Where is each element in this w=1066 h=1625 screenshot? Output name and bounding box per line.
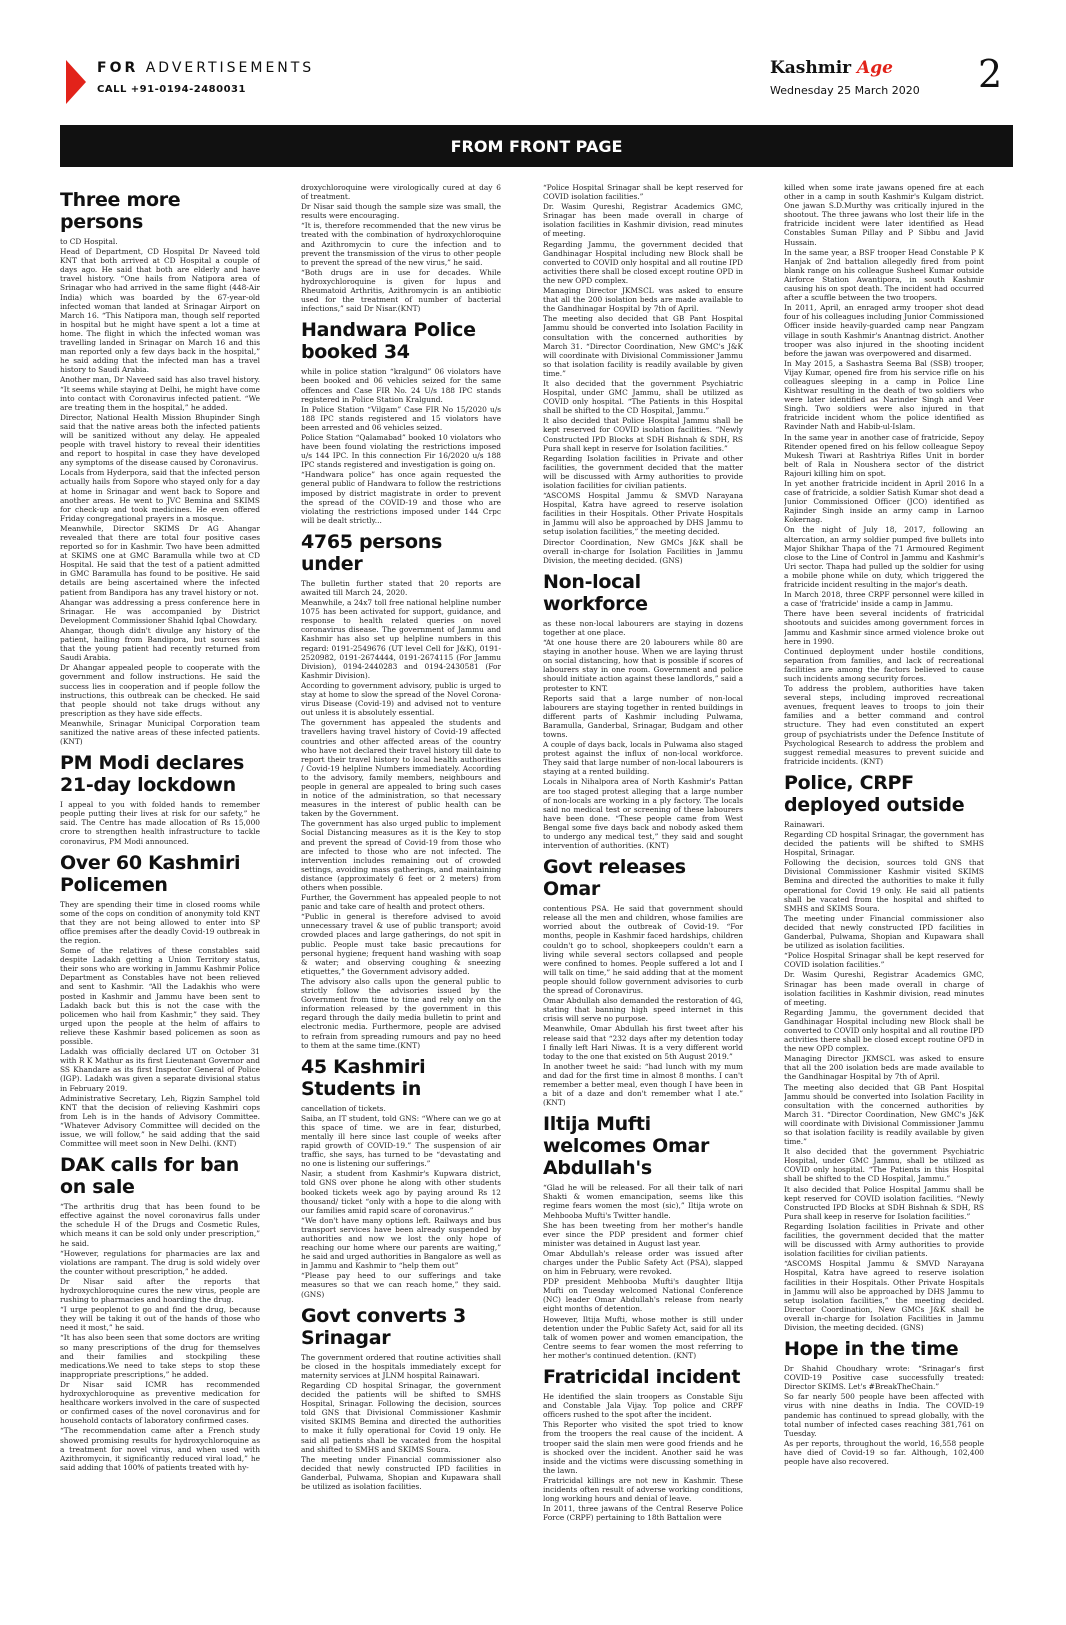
article-paragraph: The meeting under Financial commissioner also decided that newly constructed IPD facilities in Ganderbal, Pulwama, Shopian and Kupawara shall be utilized as isolation facilities. <box>301 1454 501 1491</box>
article-paragraph: contentious PSA. He said that government should release all the men and children, whose families are worried about the outbreak of Covid-19. “For months, people in Kashmir faced hardships, children couldn't go to school, shopkeepers couldn't earn a living while several sectors collapsed and people were confined to homes. People suffered a lot and I will talk on time,” he said adding that at the moment people should follow government advisories to curb the spread of Coronavirus. <box>543 904 743 996</box>
article-paragraph: “Police Hospital Srinagar shall be kept reserved for COVID isolation facilities.” <box>543 183 743 202</box>
article-paragraph: “I urge peoplenot to go and find the drug, because they will be taking it out of the hands of those who need it most,” he said. <box>60 1305 260 1333</box>
column-2 <box>301 183 501 1588</box>
article-paragraph: According to government advisory, public is urged to stay at home to slow the spread of the Novel Corona-virus Disease (Covid-19) and advised not to venture out unless it is absolutely essential. <box>301 680 501 718</box>
article-paragraph: “It has also been seen that some doctors are writing so many prescriptions of the drug for themselves and their families and stockpiling these medications.We need to take steps to stop these inappropriate prescriptions,” he added. <box>60 1333 260 1379</box>
article-paragraph: In March 2018, three CRPF personnel were killed in a case of 'fratricide' inside a camp in Jammu. <box>784 590 984 609</box>
article-paragraph: Director Coordination, New GMCs J&K shall be overall in-charge for Isolation Facilities in Jammu Division, the meeting decided. (GNS) <box>543 537 743 565</box>
article-paragraph: Rainawari. <box>784 819 825 829</box>
article-paragraph: Dr Nisar said after the reports that hydroxychloroquine cures the new virus, people are rushing to pharmacies and hoarding the drug. <box>60 1276 260 1305</box>
article-paragraph: Meanwhile, Omar Abdullah his first tweet after his release said that “232 days after my detention today I finally left Hari Niwas. It is a very different world today to the one that existed on 5th August 2019.” <box>543 1024 743 1061</box>
article-paragraph: In 2011, April, an enraged army trooper shot dead four of his colleagues including Junior Commissioned Officer inside heavily-guarded camp near Pangzam village in south Kashmir's Anantnag district. Another trooper was also injured in the shooting incident before the jawan was overpowered and disarmed. <box>784 303 984 358</box>
issue-date: Wednesday 25 March 2020 <box>770 84 920 97</box>
ad-title-bold: FOR <box>97 60 139 76</box>
article-headline: Over 60 Kashmiri Policemen <box>60 851 241 896</box>
article-headline: Govt releases Omar <box>543 856 686 901</box>
article-paragraph: “However, regulations for pharmacies are lax and violations are rampant. The drug is sold widely over the counter without prescription,” he added. <box>60 1248 260 1276</box>
article-headline: Three more persons <box>60 189 181 233</box>
article-paragraph: Omar Abdullah's release order was issued after charges under the Public Safety Act (PSA), slapped on him in February, were revoked. <box>543 1248 743 1277</box>
article-paragraph: The government has appealed the students and travellers having travel history of Covid-19 affected countries and other affected areas of the country who have not declared their travel history till date to report their travel history to local health authorities / Covid-19 helpline Numbers immediately. According to the advisory, family members, neighbours and people in general are appealed to bring such cases in notice of the administration, so that necessary measures in the interest of public health can be taken by the Government. <box>301 718 501 819</box>
article-paragraph: “We don't have many options left. Railways and bus transport services have been already suspended by authorities and now we lost the only hope of reaching our home where our parents are waiting,” he said and urged authorities in Bangalore as well as in Jammu and Kashmir to “help them out” <box>301 1215 501 1271</box>
article-paragraph: In 2011, three jawans of the Central Reserve Police Force (CRPF) pertaining to 18th Battalion were <box>543 1504 743 1523</box>
article-paragraph: There have been several incidents of fratricidal shootouts and suicides among government forces in Jammu and Kashmir since armed violence broke out here in 1990. <box>784 609 984 646</box>
article-paragraph: Dr. Wasim Qureshi, Registrar Academics GMC, Srinagar has been made overall in charge of isolation facilities in Kashmir division, read minutes of meeting. <box>543 202 743 239</box>
article-paragraph: droxychloroquine were virologically cured at day 6 of treatment. <box>301 183 501 202</box>
article-paragraph: cancellation of tickets. <box>301 1103 386 1113</box>
article-headline: 45 Kashmiri Students in <box>301 1055 426 1100</box>
article-paragraph: The government has also urged public to implement Social Distancing measures as it is the Key to stop and prevent the spread of Covid-19 from those who are infected to those who are not infected. The intervention includes remaining out of crowded settings, avoiding mass gatherings, and maintaining distance (approximately 6 feet or 2 meters) from others when possible. <box>301 819 501 892</box>
article-paragraph: “Please pay heed to our sufferings and take measures so that we can reach home,” they said. (GNS) <box>301 1271 501 1299</box>
column-1 <box>60 183 260 1588</box>
article-paragraph: Director, National Health Mission Bhupinder Singh said that the native areas both the infected patients will be sanitized without any delay. He appealed people with travel history to reveal their identities and report to hospital in case they have developed any symptoms of the disease caused by Coronavirus. <box>60 412 260 468</box>
section-banner: FROM FRONT PAGE <box>60 125 1013 167</box>
article-paragraph: Following the decision, sources told GNS that Divisional Commissioner Kashmir visited SKIMS Bemina and directed the authorities to make it fully operational for Covid 19 only. He said all patients shall be vacated from the hospital and shifted to SMHS and SKIMS Soura. <box>784 858 984 913</box>
masthead-logo <box>770 58 893 78</box>
article-paragraph: I appeal to you with folded hands to remember people putting their lives at risk for our safety,” he said. The Centre has made allocation of Rs 15,000 crore to strengthen health infrastructure to tackle coronavirus, PM Modi announced. <box>60 800 260 846</box>
article-paragraph: Dr. Wasim Qureshi, Registrar Academics GMC, Srinagar has been made overall in charge of isolation facilities in Kashmir division, read minutes of meeting. <box>784 970 984 1007</box>
article-paragraph: Dr Shahid Choudhary wrote: “Srinagar's first COVID-19 Positive case successfully treated: Director SKIMS. Let's #BreakTheChain.” <box>784 1364 984 1392</box>
article-paragraph: They are spending their time in closed rooms while some of the cops on condition of anonymity told KNT that they are not being allowed to enter into SP office premises after the deadly Covid-19 outbreak in the region. <box>60 899 260 945</box>
article-paragraph: Continued deployment under hostile conditions, separation from families, and lack of recreational facilities are among the factors believed to cause such incidents among security forces. <box>784 646 984 683</box>
article-paragraph: Administrative Secretary, Leh, Rigzin Samphel told KNT that the decision of relieving Kashmiri cops from Leh is in the hands of Advisory Committee. “Whatever Advisory Committee will decided on the issue, we will follow,” he said adding that the said Committee will meet soon in New Delhi. (KNT) <box>60 1093 260 1149</box>
article-paragraph: “The arthritis drug that has been found to be effective against the novel coronavirus falls under the schedule H of the Drugs and Cosmetic Rules, which means it can be sold only under prescription,” he said. <box>60 1202 260 1248</box>
page-number: 2 <box>978 52 1003 96</box>
article-paragraph: “Police Hospital Srinagar shall be kept reserved for COVID isolation facilities.” <box>784 951 984 970</box>
article-paragraph: Saiba, an IT student, told GNS: “Where can we go at this space of time. we are in fear, disturbed, mentally ill here since last couple of weeks after rapid growth of COVID-19.” The suspension of air traffic, she says, has turned to be “devastating and no one is listening our sufferings.” <box>301 1113 501 1169</box>
article-paragraph: Regarding Isolation facilities in Private and other facilities, the government decided that the matter will be discussed with Army authorities to provide isolation facilities for civilian patients. <box>543 453 743 490</box>
article-paragraph: “Handwara police” has once again requested the general public of Handwara to follow the restrictions imposed by district magistrate in order to prevent the spread of the COVID-19 and those who are violating the restrictions imposed under 144 Crpc will be dealt strictly... <box>301 470 501 525</box>
article-headline: Govt converts 3 Srinagar <box>301 1304 466 1349</box>
article-paragraph: Further, the Government has appealed people to not panic and take care of health and protect others. <box>301 893 501 912</box>
article-paragraph: In another tweet he said: “had lunch with my mum and dad for the first time in almost 8 months. I can't remember a better meal, even though I have been in a bit of a daze and don't remember what I ate.” (KNT) <box>543 1061 743 1108</box>
article-paragraph: “Glad he will be released. For all their talk of nari Shakti & women emancipation, seems like this regime fears women the most (sic),” Iltija wrote on Mehbooba Mufti's Twitter handle. <box>543 1183 743 1220</box>
article-paragraph: Another man, Dr Naveed said has also travel history. “It seems while staying at Delhi, he might have come into contact with Coronavirus infected patient. “We are treating them in the hospital,” he added. <box>60 375 260 412</box>
article-paragraph: “Both drugs are in use for decades. While hydroxychloroquine is given for lupus and Rheumatoid Arthritis, Azithromycin is an antibiotic used for the treatment of number of bacterial infections,” said Dr Nisar.(KNT) <box>301 267 501 314</box>
article-paragraph: The meeting under Financial commissioner also decided that newly constructed IPD facilities in Ganderbal, Pulwama, Shopian and Kupawara shall be utilized as isolation facilities. <box>784 913 984 951</box>
article-headline: DAK calls for ban on sale <box>60 1154 239 1199</box>
article-paragraph: Managing Director JKMSCL was asked to ensure that all the 200 isolation beds are made available to the Gandhinagar Hospital by 7th of April. <box>784 1054 984 1082</box>
article-paragraph: In the same year in another case of fratricide, Sepoy Ritender opened fired on his fellow colleague Sepoy Mukesh Tiwari at Rashtriya Rifles Unit in border belt of Rala in Noushera sector of the district Rajouri killing him on spot. <box>784 432 984 478</box>
article-headline: Handwara Police booked 34 <box>301 319 476 364</box>
article-paragraph: Regarding CD hospital Srinagar, the government decided the patients will be shifted to SMHS Hospital, Srinagar. Following the decision, sources told GNS that Divisional Commissioner Kashmir visited SKIMS Bemina and directed the authorities to make it fully operational for Covid 19 only. He said all patients shall be vacated from the hospital and shifted to SMHS and SKIMS Soura. <box>301 1380 501 1454</box>
article-paragraph: In May 2015, a Sashastra Seema Bal (SSB) trooper, Vijay Kumar, opened fire from his service rifle on his colleagues sleeping in a camp in Police Line Kishtwar resulting in the death of two soldiers who were later identified as Narinder Singh and Veer Singh. Two soldiers were also injured in that fratricide incident whom the police identified as Ravinder Nath and Habib-ul-Islam. <box>784 358 984 432</box>
article-paragraph: “At one house there are 20 labourers while 80 are staying in another house. When we are laying thrust on social distancing, how that is possible if scores of labourers stay in one room. Government and police should initiate action against these landlords,” said a protester to KNT. <box>543 638 743 693</box>
article-paragraph: The bulletin further stated that 20 reports are awaited till March 24, 2020. <box>301 578 501 597</box>
article-paragraph: PDP president Mehbooba Mufti's daughter Iltija Mufti on Tuesday welcomed National Conference (NC) leader Omar Abdullah's release from nearly eight months of detention. <box>543 1277 743 1314</box>
ad-title-text: ADVERTISEMENTS <box>145 60 315 76</box>
article-paragraph: Meanwhile, a 24x7 toll free national helpline number 1075 has been activated for support, guidance, and response to health related queries on novel coronavirus disease. The government of Jammu and Kashmir has also set up helpline numbers in this regard: 0191-2549676 (UT level Cell for J&K), 0191-2520982, 0191-2674444, 0191-2674115 (For Jammu Division), 0194-2440283 and 0194-2430581 (For Kashmir Division). <box>301 598 501 680</box>
article-headline: PM Modi declares 21-day lockdown <box>60 752 244 797</box>
article-paragraph: to CD Hospital. <box>60 237 118 246</box>
article-paragraph: Ladakh was officially declared UT on October 31 with R K Mathur as its first Lieutenant Governor and SS Khandare as its first Inspector General of Police (IGP). Ladakh was given a separate divisional status in February 2019. <box>60 1047 260 1093</box>
article-paragraph: Meanwhile, Srinagar Municipal Corporation team sanitized the native areas of these infected patients. (KNT) <box>60 718 260 747</box>
article-paragraph: A couple of days back, locals in Pulwama also staged protest against the influx of non-local workforce. They said that large number of non-local labourers is staying at a rented building. <box>543 740 743 777</box>
article-headline: 4765 persons under <box>301 530 442 575</box>
article-paragraph: Meanwhile, Director SKIMS Dr AG Ahangar revealed that there are total four positive cases reported so for in Kashmir. Two have been admitted at SKIMS one at GMC Baramulla while two at CD Hospital. He said that the test of a patient admitted in GMC Baramulla has found to be positive. He said details are being ascertained where the infected patient from Bandipora has any travel history or not. <box>60 523 260 597</box>
article-paragraph: She has been tweeting from her mother's handle ever since the PDP president and former chief minister was detained in August last year. <box>543 1220 743 1248</box>
article-paragraph: The meeting also decided that GB Pant Hospital Jammu should be converted into Isolation Facility in consultation with the concerned authorities by March 31. “Director Coordination, New GMC's J&K will coordinate with Divisional Commissioner Jammu so that isolation facility is readily available by given time.” <box>543 314 743 378</box>
article-paragraph: “It is, therefore recommended that the new virus be treated with the combination of hydroxychloroquine and Azithromycin to cure the infection and to prevent the transmission of the virus to other people to prevent the spread of the new virus,” he said. <box>301 221 501 267</box>
article-paragraph: as these non-local labourers are staying in dozens together at one place. <box>543 618 743 637</box>
article-paragraph: “ASCOMS Hospital Jammu & SMVD Narayana Hospital, Katra have agreed to reserve isolation facilities in their Hospitals. Other Private Hospitals in Jammu will also be approached by DHS Jammu to setup isolation facilities,” the meeting decided. <box>543 491 743 537</box>
article-paragraph: Omar Abdullah also demanded the restoration of 4G, stating that banning high speed internet in this crisis will serve no purpose. <box>543 996 743 1024</box>
article-paragraph: To address the problem, authorities have taken several steps, including improved recreational avenues, frequent leaves to troops to join their families and a better command and control structure. They had even constituted an expert group of psychiatrists under the Defence Institute of Psychological Research to address the problem and suggest remedial measures to prevent suicide and fratricide incidents. (KNT) <box>784 684 984 766</box>
article-paragraph: The government ordered that routine activities shall be closed in the hospitals immediately except for maternity services at JLNM hospital Rainawari. <box>301 1352 501 1380</box>
article-headline: Police, CRPF deployed outside <box>784 771 965 816</box>
article-paragraph: As per reports, throughout the world, 16,558 people have died of Covid-19 so far. Although, 102,400 people have also recovered. <box>784 1438 984 1466</box>
article-paragraph: The meeting also decided that GB Pant Hospital Jammu should be converted into Isolation Facility in consultation with the concerned authorities by March 31. “Director Coordination, New GMC's J&K will coordinate with Divisional Commissioner Jammu so that isolation facility is readily available by given time.” <box>784 1082 984 1147</box>
article-paragraph: In yet another fratricide incident in April 2016 In a case of fratricide, a soldier Satish Kumar shot dead a Junior Commissioned Officer (JCO) identified as Rajinder Singh inside an army camp in Larnoo Kokernag. <box>784 479 984 525</box>
article-paragraph: killed when some irate jawans opened fire at each other in a camp in south Kashmir's Kulgam district. One jawan S.D.Murthy was critically injured in the shootout. The three jawans who lost their life in the fratricide incident were later identified as Head Constables Suman Pillay and P Sibbu and Javid Hussain. <box>784 183 984 247</box>
article-headline: Iltija Mufti welcomes Omar Abdullah's <box>543 1113 710 1180</box>
article-paragraph: In the same year, a BSF trooper Head Constable P K Hanjak of 2nd battalion allegedly fired from point blank range on his colleague Susheel Kumar outside Airforce Station Awantipora, in south Kashmir causing his on spot death. The incident had occurred after a scuffle between the two troopers. <box>784 247 984 303</box>
article-paragraph: Dr Ahangar appealed people to cooperate with the government and follow instructions. He said the success lies in cooperation and if people follow the instructions, this outbreak can be checked. He said that people should not take drugs without any prescription as they have side effects. <box>60 663 260 718</box>
article-paragraph: Ahangar, though didn't divulge any history of the patient, hailing from Bandipora, but sources said that the young patient had recently returned from Saudi Arabia. <box>60 625 260 663</box>
article-paragraph: Head of Department, CD Hospital Dr Naveed told KNT that both arrived at CD Hospital a couple of days ago. He said that both are elderly and have travel history. “One hails from Natipora area of Srinagar who had arrived in the same flight (448-Air India) which was boarded by the 67-year-old infected woman that landed at Srinagar Airport on March 16. “This Natipora man, though self reported in hospital but he might have spent a lot a time at home. The flight in which the infected woman was travelling landed in Srinagar on March 16 and this man reported only a few days back in the hospital,” he said adding that the infected man has a travel history to Saudi Arabia. <box>60 247 260 375</box>
article-paragraph: This Reporter who visited the spot tried to know from the troopers the real cause of the incident. A trooper said the slain men were good friends and he is shocked over the incident. Another said he was inside and the victims were discussing something in the lawn. <box>543 1420 743 1475</box>
article-paragraph: “ASCOMS Hospital Jammu & SMVD Narayana Hospital, Katra have agreed to reserve isolation facilities in their Hospitals. Other Private Hospitals in Jammu will also be approached by DHS Jammu to setup isolation facilities,” the meeting decided. Director Coordination, New GMCs J&K shall be overall in-charge for Isolation Facilities in Jammu Division, the meeting decided. (GNS) <box>784 1259 984 1332</box>
ad-arrow-icon <box>66 60 86 104</box>
article-paragraph: However, Iltija Mufti, whose mother is still under detention under the Public Safety Act, said for all its talk of women power and women emancipation, the Centre seems to fear women the most referring to her mother's continued detention. (KNT) <box>543 1314 743 1360</box>
article-headline: Non-local workforce <box>543 570 648 615</box>
masthead-age: Age <box>857 58 893 78</box>
article-paragraph: Locals in Nihalpora area of North Kashmir's Pattan are too staged protest alleging that a large number of non-locals are working in a ply factory. The locals said no medical test or screening of these labourers have been done. “These people came from West Bengal some five days back and nobody asked them to undergo any medical test,” they said and sought intervention of authorities. (KNT) <box>543 777 743 851</box>
article-paragraph: Police Station “Qalamabad” booked 10 violators who have been found violating the restrictions imposed u/s 144 IPC. In this connection Fir 16/2020 u/s 188 IPC stands registered and investigation is going on. <box>301 432 501 470</box>
article-paragraph: Nasir, a student from Kashmir's Kupwara district, told GNS over phone he along with other students booked tickets week ago by paying around Rs 12 thousand/ ticket “only with a hope to die along with our families amid rapid scare of coronavirus.” <box>301 1169 501 1215</box>
column-3 <box>543 183 743 1588</box>
article-paragraph: He identified the slain troopers as Constable Siju and Constable Jala Vijay. Top police and CRPF officers rushed to the spot after the incident. <box>543 1392 743 1420</box>
article-paragraph: Reports said that a large number of non-local labourers are staying together in rented buildings in different parts of Kashmir including Pulwama, Baramulla, Ganderbal, Srinagar, Budgam and other towns. <box>543 693 743 739</box>
article-paragraph: Some of the relatives of these constables said despite Ladakh getting a Union Territory status, their sons who are working in Jammu Kashmir Police Department as Constables have not been relieved and sent to Kashmir. “All the Ladakhis who were posted in Kashmir and Jammu have been sent to Ladakh back but this is not the case with the policemen who hail from Kashmir,” they said. They urged upon the people at the helm of affairs to relieve these Kashmir based policemen as soon as possible. <box>60 946 260 1047</box>
article-paragraph: It also decided that the government Psychiatric Hospital, under GMC Jammu, shall be utilized as COVID only hospital. “The Patients in this Hospital shall be shifted to the CD Hospital, Jammu.” <box>543 378 743 416</box>
article-paragraph: The advisory also calls upon the general public to strictly follow the advisories issued by the Government from time to time and rely only on the information released by the government in this regard through the daily media bulletin to print and electronic media. Furthermore, people are advised to refrain from spreading rumours and pay no heed to them at the same time.(KNT) <box>301 976 501 1050</box>
article-headline: Fratricidal incident <box>543 1366 741 1389</box>
ad-phone: CALL +91-0194-2480031 <box>97 84 246 95</box>
article-paragraph: Regarding Jammu, the government decided that Gandhinagar Hospital including new Block shall be converted to COVID only hospital and all routine IPD activities there shall be closed except routine OPD in the new OPD complex. <box>543 239 743 285</box>
article-paragraph: It also decided that Police Hospital Jammu shall be kept reserved for COVID isolation facilities. “Newly Constructed IPD Blocks at SDH Bishnah & SDH, RS Pura shall kept in reserve for Isolation facilities.” <box>543 416 743 453</box>
article-paragraph: Ahangar was addressing a press conference here in Srinagar. He was accompanied by District Development Commissioner Shahid Iqbal Chowdary. <box>60 597 260 625</box>
article-paragraph: So far nearly 500 people have been affected with virus with nine deaths in India. The COVID-19 pandemic has continued to spread globally, with the total number of infected cases reaching 381,761 on Tuesday. <box>784 1392 984 1438</box>
article-paragraph: while in police station “kralgund” 06 violators have been booked and 06 vehicles seized for the same offences and Case FIR No. 24 U/s 188 IPC stands registered in Police Station Kralgund. <box>301 367 501 404</box>
article-paragraph: Locals from Hyderpora, said that the infected person actually hails from Sopore who stayed only for a day at home in Srinagar and went back to Sopore and another areas. He went to JVC Bemina and SKIMS for check-up and took medicines. He even offered Friday congregational prayers in a mosque. <box>60 468 260 523</box>
article-paragraph: Managing Director JKMSCL was asked to ensure that all the 200 isolation beds are made available to the Gandhinagar Hospital by 7th of April. <box>543 286 743 314</box>
article-paragraph: Regarding Isolation facilities in Private and other facilities, the government decided that the matter will be discussed with Army authorities to provide isolation facilities for civilian patients. <box>784 1221 984 1259</box>
article-headline: Hope in the time <box>784 1338 959 1361</box>
article-paragraph: Regarding CD hospital Srinagar, the government has decided the patients will be shifted to SMHS Hospital, Srinagar. <box>784 830 984 858</box>
article-paragraph: “Public in general is therefore advised to avoid unnecessary travel & use of public transport; avoid crowded places and large gatherings, do not spit in public. People must take basic precautions for personal hygiene; frequent hand washing with soap & water; and observing coughing & sneezing etiquettes,” the Government advisory added. <box>301 912 501 976</box>
article-paragraph: It also decided that Police Hospital Jammu shall be kept reserved for COVID isolation facilities. “Newly Constructed IPD Blocks at SDH Bishnah & SDH, RS Pura shall keep in reserve for Isolation facilities.” <box>784 1184 984 1221</box>
article-paragraph: “The recommendation came after a French study showed promising results for hydroxychloroquine as a treatment for novel virus, and when used with Azithromycin, it significantly reduced viral load,” he said adding that 100% of patients treated with hy- <box>60 1426 260 1472</box>
article-paragraph: On the night of July 18, 2017, following an altercation, an army soldier pumped five bullets into Major Shikhar Thapa of the 71 Armoured Regiment close to the Line of Control in Jammu and Kashmir's Uri sector. Thapa had pulled up the soldier for using a mobile phone while on duty, which triggered the fratricide incident resulting in the major's death. <box>784 525 984 590</box>
article-paragraph: In Police Station “Vilgam” Case FIR No 15/2020 u/s 188 IPC stands registered and 15 violators have been arrested and 06 vehicles seized. <box>301 404 501 432</box>
article-paragraph: It also decided that the government Psychiatric Hospital, under GMC Jammu, shall be utilized as COVID only hospital. “The Patients in this Hospital shall be shifted to the CD Hospital, Jammu.” <box>784 1147 984 1184</box>
article-paragraph: Dr Nisar said ICMR has recommended hydroxychloroquine as preventive medication for healthcare workers involved in the care of suspected or confirmed cases of the novel coronavirus and for household contacts of laboratory confirmed cases. <box>60 1379 260 1426</box>
article-paragraph: Fratricidal killings are not new in Kashmir. These incidents often result of adverse working conditions, long working hours and denial of leave. <box>543 1475 743 1504</box>
ad-title <box>97 60 314 76</box>
article-paragraph: Dr Nisar said though the sample size was small, the results were encouraging. <box>301 202 501 221</box>
column-4 <box>784 183 984 1588</box>
masthead-name: Kashmir <box>770 58 858 78</box>
article-paragraph: Regarding Jammu, the government decided that Gandhinagar Hospital including new Block shall be converted to COVID only hospital and all routine IPD activities there shall be closed except routine OPD in the new OPD complex. <box>784 1007 984 1054</box>
